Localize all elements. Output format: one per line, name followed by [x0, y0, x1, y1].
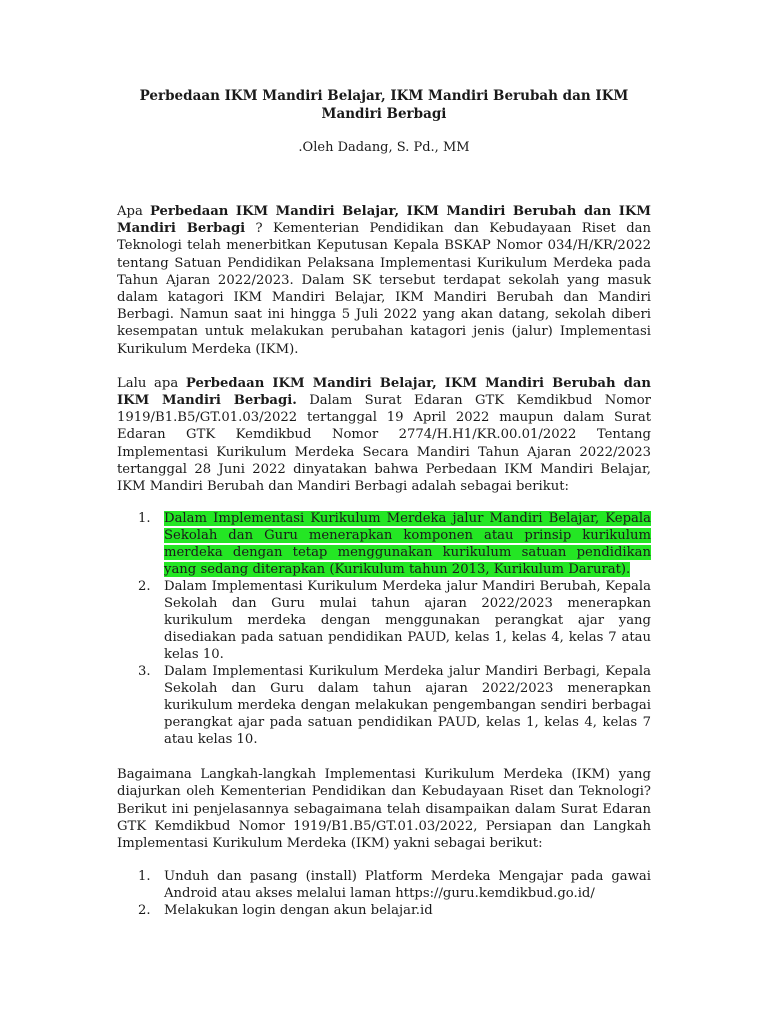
differences-list	[117, 510, 651, 748]
list-item	[117, 578, 651, 663]
list-number: 2.	[138, 579, 151, 595]
list-text: Unduh dan pasang (install) Platform Merdeka Mengajar pada gawai Android atau akses melalui laman https://guru.kemdikbud.go.id/	[164, 869, 651, 902]
list-number: 1.	[138, 869, 151, 885]
list-item	[117, 510, 651, 578]
list-item	[117, 663, 651, 748]
list-item	[117, 868, 651, 902]
intro-bold-question: Perbedaan IKM Mandiri Belajar, IKM Mandiri Berubah dan IKM Mandiri Berbagi	[117, 204, 651, 237]
second-paragraph	[117, 375, 651, 495]
second-text: Dalam Surat Edaran GTK Kemdikbud Nomor 1919/B1.B5/GT.01.03/2022 tertanggal 19 April 2022 maupun dalam Surat Edaran GTK Kemdikbud Nomor 2774/H.H1/KR.00.01/2022 Tentang Implementasi Kurikulum Merdeka Secara Mandiri Tahun Ajaran 2022/2023 tertanggal 28 Juni 2022 dinyatakan bahwa Perbedaan IKM Mandiri Belajar, IKM Mandiri Berubah dan Mandiri Berbagi adalah sebagai berikut:	[117, 393, 651, 495]
list-item	[117, 902, 651, 919]
list-number: 3.	[138, 664, 151, 680]
author-line: .Oleh Dadang, S. Pd., MM	[298, 140, 470, 155]
list-text: Dalam Implementasi Kurikulum Merdeka jalur Mandiri Berubah, Kepala Sekolah dan Guru mulai tahun ajaran 2022/2023 menerapkan kurikulum merdeka dengan menggunakan perangkat ajar yang disediakan pada satuan pendidikan PAUD, kelas 1, kelas 4, kelas 7 atau kelas 10.	[164, 579, 651, 663]
intro-paragraph	[117, 203, 651, 358]
steps-list	[117, 868, 651, 919]
second-bold-question: Perbedaan IKM Mandiri Belajar, IKM Mandiri Berubah dan IKM Mandiri Berbagi.	[117, 375, 651, 409]
highlighted-list-text: Dalam Implementasi Kurikulum Merdeka jalur Mandiri Belajar, Kepala Sekolah dan Guru menerapkan komponen atau prinsip kurikulum merdeka dengan tetap menggunakan kurikulum satuan pendidikan yang sedang diterapkan (Kurikulum tahun 2013, Kurikulum Darurat).	[164, 511, 651, 578]
steps-intro-paragraph: Bagaimana Langkah-langkah Implementasi Kurikulum Merdeka (IKM) yang diajurkan oleh Kementerian Pendidikan dan Kebudayaan Riset dan Teknologi? Berikut ini penjelasannya sebagaimana telah disampaikan dalam Surat Edaran GTK Kemdikbud Nomor 1919/B1.B5/GT.01.03/2022, Persiapan dan Langkah Implementasi Kurikulum Merdeka (IKM) yakni sebagai berikut:	[117, 767, 651, 852]
intro-lead: Apa	[117, 204, 143, 219]
list-number: 2.	[138, 903, 151, 919]
list-number: 1.	[138, 511, 151, 527]
document-title: Perbedaan IKM Mandiri Belajar, IKM Mandiri Berubah dan IKM Mandiri Berbagi	[139, 88, 629, 122]
list-text: Melakukan login dengan akun belajar.id	[164, 903, 433, 919]
second-lead: Lalu apa	[117, 375, 179, 391]
intro-text: ? Kementerian Pendidikan dan Kebudayaan Riset dan Teknologi telah menerbitkan Keputusan Kepala BSKAP Nomor 034/H/KR/2022 tentang Satuan Pendidikan Pelaksana Implementasi Kurikulum Merdeka pada Tahun Ajaran 2022/2023. Dalam SK tersebut terdapat sekolah yang masuk dalam katagori IKM Mandiri Belajar, IKM Mandiri Berubah dan Mandiri Berbagi. Namun saat ini hingga 5 Juli 2022 yang akan datang, sekolah diberi kesempatan untuk melakukan perubahan katagori jenis (jalur) Implementasi Kurikulum Merdeka (IKM).	[117, 221, 651, 357]
list-text: Dalam Implementasi Kurikulum Merdeka jalur Mandiri Berbagi, Kepala Sekolah dan Guru dalam tahun ajaran 2022/2023 menerapkan kurikulum merdeka dengan melakukan pengembangan sendiri berbagai perangkat ajar pada satuan pendidikan PAUD, kelas 1, kelas 4, kelas 7 atau kelas 10.	[164, 664, 651, 748]
